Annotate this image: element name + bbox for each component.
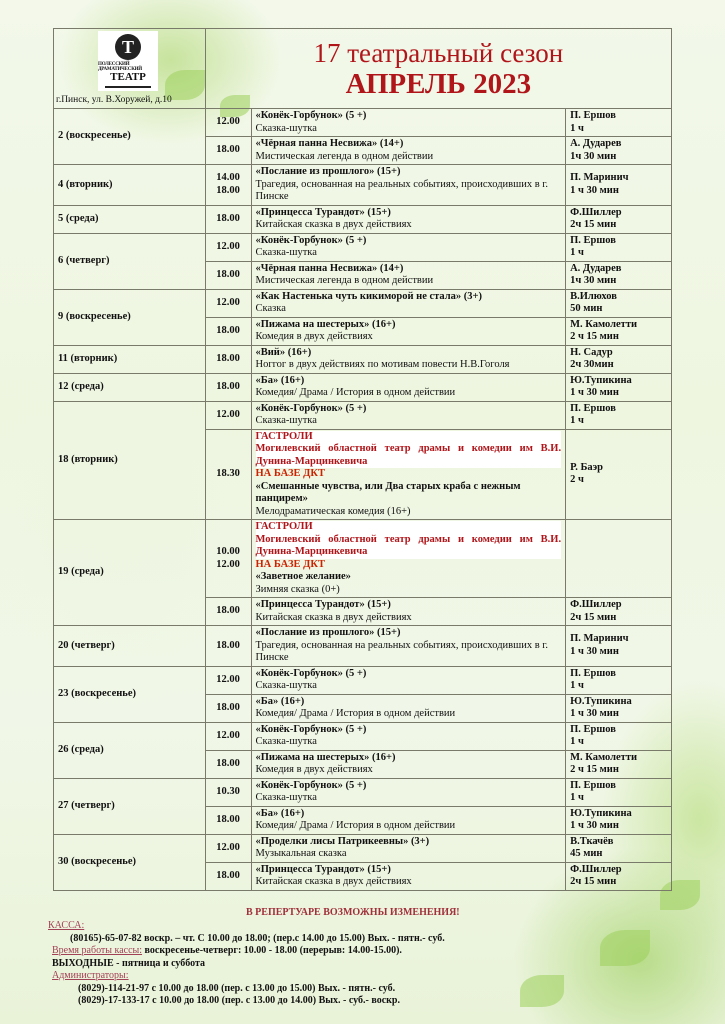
time-cell: 18.00 (205, 694, 251, 722)
footer-info (48, 907, 445, 1008)
table-row (54, 205, 672, 233)
admin-phone-2: (8029)-17-133-17 с 10.00 до 18.00 (пер. с 13.00 до 14.00) Вых. - суб.- воскр. (78, 995, 400, 1006)
duration: 1 ч (570, 415, 584, 426)
show-genre: Мистическая легенда в одном действии (255, 150, 434, 162)
kassa-phone: (80165)-65-07-82 воскр. – чт. С 10.00 до 18.00; (пер.с 14.00 до 15.00) Вых. - пятн.- суб. (70, 932, 445, 944)
header-row (54, 29, 672, 109)
author-cell (566, 137, 672, 165)
days-off: ВЫХОДНЫЕ - пятница и суббота (52, 957, 206, 969)
day-cell: 19 (среда) (54, 520, 206, 626)
title-cell (205, 29, 671, 109)
show-title: «Конёк-Горбунок» (5 +) (255, 723, 367, 735)
author-cell (566, 205, 672, 233)
logo-cell (54, 29, 206, 109)
author-cell (566, 520, 672, 598)
author-name: Ф.Шиллер (570, 863, 622, 875)
show-title: «Смешанные чувства, или Два старых краба с нежным панцирем» (255, 480, 521, 504)
show-cell (251, 317, 566, 345)
author-name: Ф.Шиллер (570, 206, 622, 218)
duration: 1ч 30 мин (570, 275, 617, 286)
show-title: «Чёрная панна Несвижа» (14+) (255, 262, 404, 274)
author-cell (566, 778, 672, 806)
table-row (54, 165, 672, 206)
author-name: П. Ершов (570, 723, 616, 735)
show-cell (251, 289, 566, 317)
show-genre: Комедия/ Драма / История в одном действии (255, 708, 456, 719)
time-cell: 12.00 (205, 109, 251, 137)
time-cell: 12.00 (205, 233, 251, 261)
show-cell (251, 694, 566, 722)
author-cell (566, 666, 672, 694)
show-title: «Ба» (16+) (255, 374, 305, 386)
time-cell: 10.00 12.00 (205, 520, 251, 598)
show-genre: Ноггог в двух действиях по мотивам повести Н.В.Гоголя (255, 359, 510, 370)
author-cell (566, 261, 672, 289)
time-cell: 12.00 (205, 289, 251, 317)
show-cell (251, 750, 566, 778)
show-title: «Вий» (16+) (255, 346, 312, 358)
show-cell (251, 862, 566, 890)
time-cell: 14.00 18.00 (205, 165, 251, 206)
duration: 1 ч 30 мин (570, 645, 619, 657)
show-genre: Мелодраматическая комедия (16+) (255, 505, 411, 517)
show-cell (251, 520, 566, 598)
show-cell (251, 598, 566, 626)
show-cell (251, 137, 566, 165)
show-title: «Послание из прошлого» (15+) (255, 166, 401, 177)
duration: 2 ч (570, 474, 584, 486)
show-genre: Комедия в двух действиях (255, 331, 373, 342)
duration: 50 мин (570, 303, 603, 314)
author-name: В.Ткачёв (570, 835, 614, 847)
table-row (54, 401, 672, 429)
show-cell (251, 401, 566, 429)
author-cell (566, 429, 672, 520)
show-title: «Пижама на шестерых» (16+) (255, 751, 396, 763)
show-cell (251, 109, 566, 137)
duration: 1 ч (570, 736, 584, 747)
duration: 2ч 15 мин (570, 611, 617, 623)
author-cell (566, 806, 672, 834)
month-title: АПРЕЛЬ 2023 (345, 67, 532, 100)
show-genre: Сказка-шутка (255, 736, 317, 747)
show-title: «Ба» (16+) (255, 695, 305, 707)
author-cell (566, 750, 672, 778)
author-name: П. Ершов (570, 402, 616, 414)
time-cell: 10.30 (205, 778, 251, 806)
author-cell (566, 233, 672, 261)
author-name: П. Ершов (570, 110, 616, 121)
hours-text: воскресенье-четверг: 10.00 - 18.00 (перерыв: 14.00-15.00). (142, 945, 402, 956)
duration: 1 ч (570, 792, 584, 803)
show-genre: Сказка-шутка (255, 247, 317, 258)
show-cell (251, 205, 566, 233)
show-cell (251, 834, 566, 862)
author-name: В.Илюхов (570, 290, 617, 302)
show-genre: Комедия/ Драма / История в одном действии (255, 387, 456, 398)
tour-theatre: Могилевский областной театр драмы и комедии им В.И. Дунина-Марцинкевича (255, 533, 562, 557)
show-title: «Чёрная панна Несвижа» (14+) (255, 138, 404, 149)
decor-leaf (520, 975, 564, 1007)
show-title: «Конёк-Горбунок» (5 +) (255, 402, 367, 414)
day-cell: 30 (воскресенье) (54, 834, 206, 890)
show-genre: Комедия в двух действиях (255, 764, 373, 775)
author-name: П. Ершов (570, 667, 616, 679)
time-cell: 12.00 (205, 722, 251, 750)
show-title: «Конёк-Горбунок» (5 +) (255, 667, 367, 679)
show-title: «Проделки лисы Патрикеевны» (3+) (255, 835, 430, 847)
show-genre: Трагедия, основанная на реальных событиях, происходивших в г. Пинске (255, 639, 549, 663)
changes-warning: В РЕПЕРТУАРЕ ВОЗМОЖНЫ ИЗМЕНЕНИЯ! (246, 907, 460, 918)
day-cell: 23 (воскресенье) (54, 666, 206, 722)
author-cell (566, 694, 672, 722)
duration: 1 ч (570, 247, 584, 258)
table-row (54, 778, 672, 806)
show-cell (251, 373, 566, 401)
author-name: Ю.Тупикина (570, 374, 632, 386)
admin-phone-1: (8029)-114-21-97 с 10.00 до 18.00 (пер. с 13.00 до 15.00) Вых. - пятн.- суб. (78, 982, 396, 994)
logo-title: ТЕАТР (110, 71, 146, 83)
show-title: «Конёк-Горбунок» (5 +) (255, 234, 367, 246)
show-cell (251, 626, 566, 667)
show-cell (251, 345, 566, 373)
tour-theatre: Могилевский областной театр драмы и комедии им В.И. Дунина-Марцинкевича (255, 443, 562, 467)
author-name: П. Маринич (570, 633, 629, 645)
time-cell: 18.00 (205, 205, 251, 233)
author-cell (566, 722, 672, 750)
show-genre: Трагедия, основанная на реальных событиях, происходивших в г. Пинске (255, 178, 549, 202)
time-cell: 18.00 (205, 137, 251, 165)
table-row (54, 722, 672, 750)
author-name: П. Маринич (570, 172, 629, 184)
duration: 1ч 30 мин (570, 150, 617, 162)
author-cell (566, 834, 672, 862)
author-name: А. Дударев (570, 262, 622, 274)
day-cell: 20 (четверг) (54, 626, 206, 667)
day-cell: 18 (вторник) (54, 401, 206, 520)
author-name: Ф.Шиллер (570, 599, 622, 610)
author-name: М. Камолетти (570, 751, 638, 763)
author-cell (566, 289, 672, 317)
show-cell (251, 778, 566, 806)
author-cell (566, 109, 672, 137)
duration: 1 ч 30 мин (570, 387, 619, 398)
show-cell (251, 429, 566, 520)
show-cell (251, 233, 566, 261)
time-cell: 18.00 (205, 598, 251, 626)
author-name: М. Камолетти (570, 318, 638, 330)
show-title: «Послание из прошлого» (15+) (255, 627, 401, 638)
show-title: «Ба» (16+) (255, 807, 305, 819)
duration: 1 ч 30 мин (570, 184, 619, 196)
schedule-table (53, 28, 672, 891)
show-title: «Принцесса Турандот» (15+) (255, 599, 391, 610)
time-cell: 18.00 (205, 862, 251, 890)
show-genre: Сказка (255, 303, 286, 314)
theatre-logo (98, 31, 158, 91)
show-genre: Мистическая легенда в одном действии (255, 275, 434, 286)
show-genre: Комедия/ Драма / История в одном действии (255, 820, 456, 831)
table-row (54, 520, 672, 598)
time-cell: 12.00 (205, 834, 251, 862)
author-name: Н. Садур (570, 346, 613, 358)
show-cell (251, 722, 566, 750)
table-row (54, 626, 672, 667)
author-cell (566, 401, 672, 429)
show-genre: Сказка-шутка (255, 792, 317, 803)
day-cell: 6 (четверг) (54, 233, 206, 289)
duration: 2ч 15 мин (570, 876, 617, 887)
show-title: «Пижама на шестерых» (16+) (255, 318, 396, 330)
duration: 1 ч (570, 680, 584, 691)
day-cell: 4 (вторник) (54, 165, 206, 206)
table-row (54, 834, 672, 862)
time-cell: 12.00 (205, 666, 251, 694)
table-row (54, 666, 672, 694)
show-title: «Конёк-Горбунок» (5 +) (255, 779, 367, 791)
show-title: «Принцесса Турандот» (15+) (255, 206, 391, 218)
show-title: «Конёк-Горбунок» (5 +) (255, 110, 367, 121)
duration: 2ч 30мин (570, 359, 614, 370)
show-genre: Зимняя сказка (0+) (255, 583, 340, 595)
table-row (54, 373, 672, 401)
author-name: Р. Баэр (570, 461, 604, 473)
time-cell: 12.00 (205, 401, 251, 429)
admins-label: Администраторы: (52, 970, 129, 981)
day-cell: 2 (воскресенье) (54, 109, 206, 165)
duration: 2ч 15 мин (570, 219, 617, 230)
day-cell: 11 (вторник) (54, 345, 206, 373)
show-genre: Китайская сказка в двух действиях (255, 611, 412, 623)
show-title: «Принцесса Турандот» (15+) (255, 863, 391, 875)
day-cell: 27 (четверг) (54, 778, 206, 834)
tour-label: ГАСТРОЛИ (256, 521, 562, 534)
show-genre: Сказка-шутка (255, 415, 317, 426)
duration: 1 ч 30 мин (570, 708, 619, 719)
show-cell (251, 666, 566, 694)
table-row (54, 345, 672, 373)
show-genre: Китайская сказка в двух действиях (255, 876, 412, 887)
day-cell: 12 (среда) (54, 373, 206, 401)
time-cell: 18.00 (205, 317, 251, 345)
author-name: П. Ершов (570, 234, 616, 246)
author-name: Ю.Тупикина (570, 807, 632, 819)
column-icon: Т (115, 34, 141, 60)
author-cell (566, 317, 672, 345)
venue-label: НА БАЗЕ ДКТ (255, 558, 326, 570)
show-cell (251, 165, 566, 206)
time-cell: 18.00 (205, 626, 251, 667)
day-cell: 26 (среда) (54, 722, 206, 778)
show-genre: Сказка-шутка (255, 680, 317, 691)
time-cell: 18.00 (205, 373, 251, 401)
table-row (54, 289, 672, 317)
show-genre: Музыкальная сказка (255, 848, 347, 859)
table-row (54, 233, 672, 261)
season-title: 17 театральный сезон (313, 37, 564, 68)
author-name: А. Дударев (570, 138, 622, 149)
author-cell (566, 598, 672, 626)
duration: 2 ч 15 мин (570, 331, 619, 342)
show-title: «Заветное желание» (255, 571, 351, 582)
decor-leaf (600, 930, 650, 966)
author-cell (566, 626, 672, 667)
duration: 45 мин (570, 848, 603, 859)
show-cell (251, 261, 566, 289)
duration: 1 ч (570, 122, 584, 134)
tour-label: ГАСТРОЛИ (256, 431, 562, 444)
show-genre: Сказка-шутка (255, 122, 317, 134)
author-cell (566, 862, 672, 890)
show-title: «Как Настенька чуть кикиморой не стала» (3+) (255, 290, 483, 302)
author-name: П. Ершов (570, 779, 616, 791)
time-cell: 18.00 (205, 806, 251, 834)
day-cell: 5 (среда) (54, 205, 206, 233)
table-row (54, 109, 672, 137)
kassa-label: КАССА: (48, 920, 85, 931)
day-cell: 9 (воскресенье) (54, 289, 206, 345)
time-cell: 18.00 (205, 750, 251, 778)
author-name: Ю.Тупикина (570, 695, 632, 707)
hours-label: Время работы кассы: (52, 945, 143, 956)
venue-label: НА БАЗЕ ДКТ (255, 468, 326, 479)
address: г.Пинск, ул. В.Хоружей, д.10 (56, 94, 172, 105)
author-cell (566, 165, 672, 206)
time-cell: 18.30 (205, 429, 251, 520)
duration: 1 ч 30 мин (570, 820, 619, 831)
logo-subtitle: ПОЛЕССКИЙ ДРАМАТИЧЕСКИЙ (98, 62, 142, 72)
duration: 2 ч 15 мин (570, 764, 619, 775)
author-cell (566, 373, 672, 401)
show-cell (251, 806, 566, 834)
author-cell (566, 345, 672, 373)
time-cell: 18.00 (205, 345, 251, 373)
show-genre: Китайская сказка в двух действиях (255, 219, 412, 230)
time-cell: 18.00 (205, 261, 251, 289)
